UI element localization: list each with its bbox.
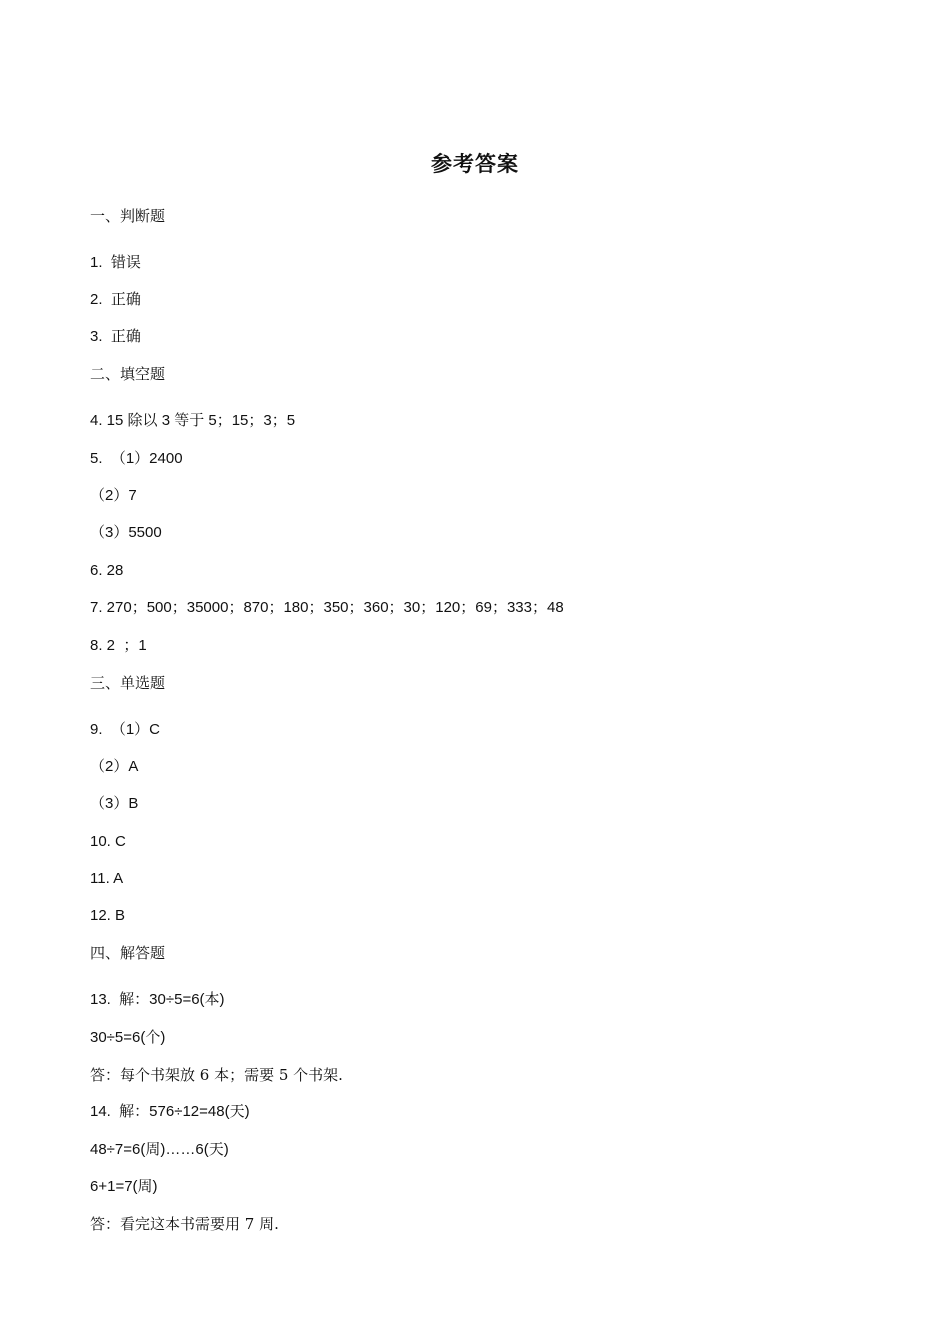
answer-line-9-part2: （2）A bbox=[90, 758, 139, 775]
answer-line-13-step1: 13. 解：30÷5=6(本) bbox=[90, 991, 225, 1008]
answer-line-2: 2. 正确 bbox=[90, 291, 141, 308]
answer-line-9-part1: 9. （1）C bbox=[90, 721, 161, 738]
section-heading-judgment: 一、判断题 bbox=[90, 207, 166, 225]
answer-line-4: 4. 15 除以 3 等于 5；15；3；5 bbox=[90, 412, 296, 429]
answer-line-12: 12. B bbox=[90, 907, 126, 924]
section-heading-solution: 四、解答题 bbox=[90, 944, 166, 962]
answer-line-5-part2: （2）7 bbox=[90, 487, 137, 504]
answer-line-14-conclusion: 答：看完这本书需要用 7 周. bbox=[90, 1215, 279, 1233]
answer-line-6: 6. 28 bbox=[90, 562, 124, 579]
section-heading-fill-blank: 二、填空题 bbox=[90, 365, 166, 383]
answer-line-13-conclusion: 答：每个书架放 6 本；需要 5 个书架. bbox=[90, 1066, 343, 1084]
answer-line-1: 1. 错误 bbox=[90, 254, 141, 271]
answer-line-14-step2: 48÷7=6(周)……6(天) bbox=[90, 1141, 229, 1158]
answer-line-8: 8. 2 ；1 bbox=[90, 637, 147, 654]
page-title: 参考答案 bbox=[431, 152, 519, 176]
answer-line-5-part1: 5. （1）2400 bbox=[90, 450, 183, 467]
answer-line-11: 11. A bbox=[90, 870, 124, 887]
answer-line-5-part3: （3）5500 bbox=[90, 524, 162, 541]
answer-line-9-part3: （3）B bbox=[90, 795, 139, 812]
answer-line-14-step3: 6+1=7(周) bbox=[90, 1178, 158, 1195]
answer-line-14-step1: 14. 解：576÷12=48(天) bbox=[90, 1103, 250, 1120]
answer-line-3: 3. 正确 bbox=[90, 328, 141, 345]
section-heading-single-choice: 三、单选题 bbox=[90, 674, 166, 692]
answer-line-7: 7. 270；500；35000；870；180；350；360；30；120；69；333；48 bbox=[90, 599, 564, 616]
answer-line-10: 10. C bbox=[90, 833, 126, 850]
answer-line-13-step2: 30÷5=6(个) bbox=[90, 1029, 166, 1046]
